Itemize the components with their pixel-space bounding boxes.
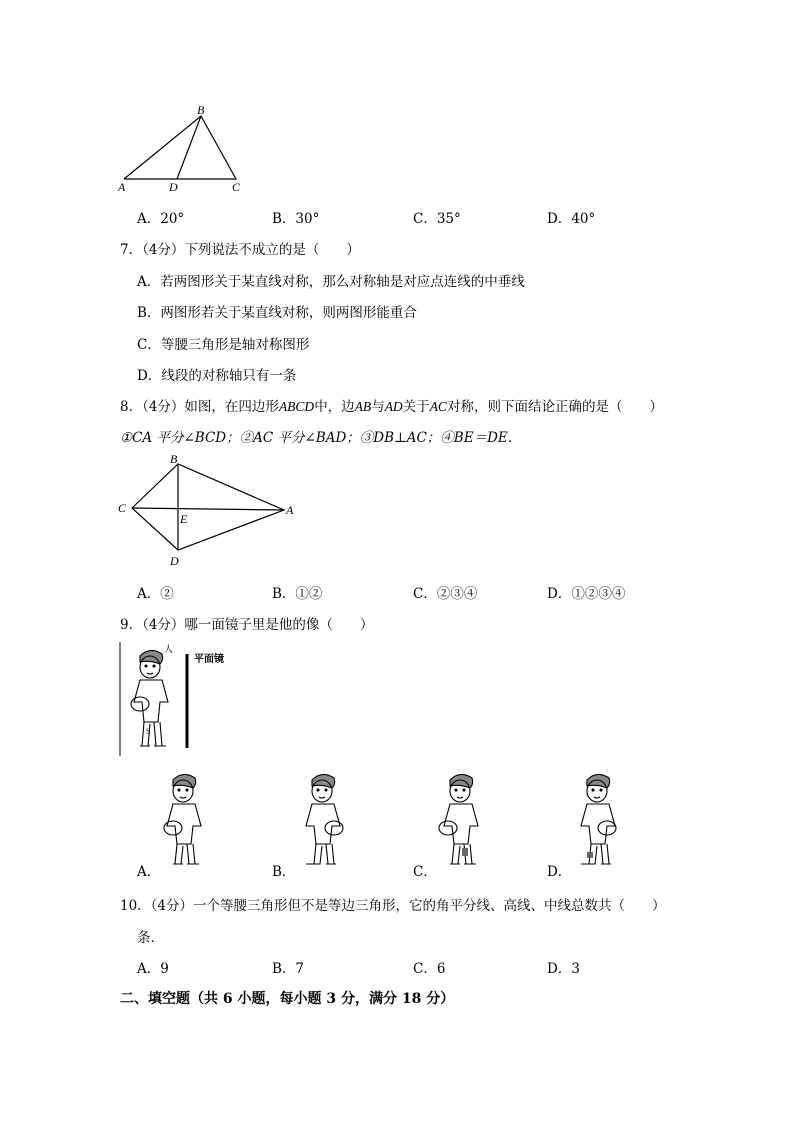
q6-triangle-figure [115,100,255,195]
q9-choice-d-figure [567,770,627,870]
q10-stem-continuation: 条． [137,930,164,946]
q6-option-c: C．35° [413,211,461,227]
q8-stem-ab: AB [354,399,372,414]
q9-option-c: C． [413,864,437,880]
q8-stem-abcd: ABCD [278,399,315,414]
q8-stem-ac: AC [429,399,447,414]
q7-option-b: B．两图形若关于某直线对称，则两图形能重合 [137,305,417,321]
q8-option-d: D．①②③④ [547,586,626,602]
q9-boy-icon [131,650,168,746]
svg-text:S: S [146,727,151,736]
q9-choice-b-figure [292,770,352,870]
q8-kite-figure [112,452,302,570]
q8-label-b: B [170,452,178,466]
q6-option-d: D．40° [547,211,596,227]
q6-label-c: C [232,180,241,194]
q9-person-label: 人 [164,644,174,654]
q6-label-b: B [197,103,205,117]
q8-stem-mid1: 中，边 [314,399,355,415]
q7-option-a: A．若两图形关于某直线对称，那么对称轴是对应点连线的中垂线 [137,274,525,290]
q9-choice-a-figure [155,770,215,870]
q6-option-b: B．30° [272,211,320,227]
q8-label-a: A [286,503,294,517]
q9-option-b: B． [272,864,296,880]
q6-option-a: A．20° [137,211,185,227]
q9-stem: 9．（4分）哪一面镜子里是他的像（ ） [120,617,374,633]
q6-label-d: D [169,180,178,194]
q8-option-a: A．② [137,586,174,602]
q10-option-a: A．9 [137,961,169,977]
q7-stem: 7．（4分）下列说法不成立的是（ ） [120,242,360,258]
q8-option-b: B．①② [272,586,323,602]
q8-label-d: D [170,554,179,568]
q9-option-a: A． [137,864,161,880]
q8-stem-suffix: 对称，则下面结论正确的是（ ） [446,399,663,415]
section-2-title: 二、填空题（共 6 小题，每小题 3 分，满分 18 分） [120,991,455,1007]
q8-stem-ad: AD [384,399,403,414]
q9-option-d: D． [547,864,572,880]
q7-option-d: D．线段的对称轴只有一条 [137,368,297,384]
q8-stem [120,395,663,415]
q8-label-c: C [118,501,127,515]
q8-option-c: C．②③④ [413,586,478,602]
q10-stem: 10．（4分）一个等腰三角形但不是等边三角形，它的角平分线、高线、中线总数共（ ） [120,898,666,914]
q8-stem-mid2: 与 [371,399,385,415]
q8-stem-mid3: 关于 [402,399,430,415]
q8-label-e: E [180,512,188,526]
q6-label-a: A [118,180,126,194]
q8-conclusions: ①CA 平分∠BCD；②AC 平分∠BAD；③DB⊥AC；④BE＝DE． [120,430,522,446]
q10-option-c: C．6 [413,961,446,977]
q10-option-d: D．3 [547,961,580,977]
q10-option-b: B．7 [272,961,305,977]
q9-boy-mirror-figure [118,640,248,758]
q9-choice-c-figure [432,770,492,870]
q7-option-c: C．等腰三角形是轴对称图形 [137,337,310,353]
q8-stem-prefix: 8．（4分）如图，在四边形 [120,399,279,415]
q9-mirror-label: 平面镜 [194,654,224,665]
